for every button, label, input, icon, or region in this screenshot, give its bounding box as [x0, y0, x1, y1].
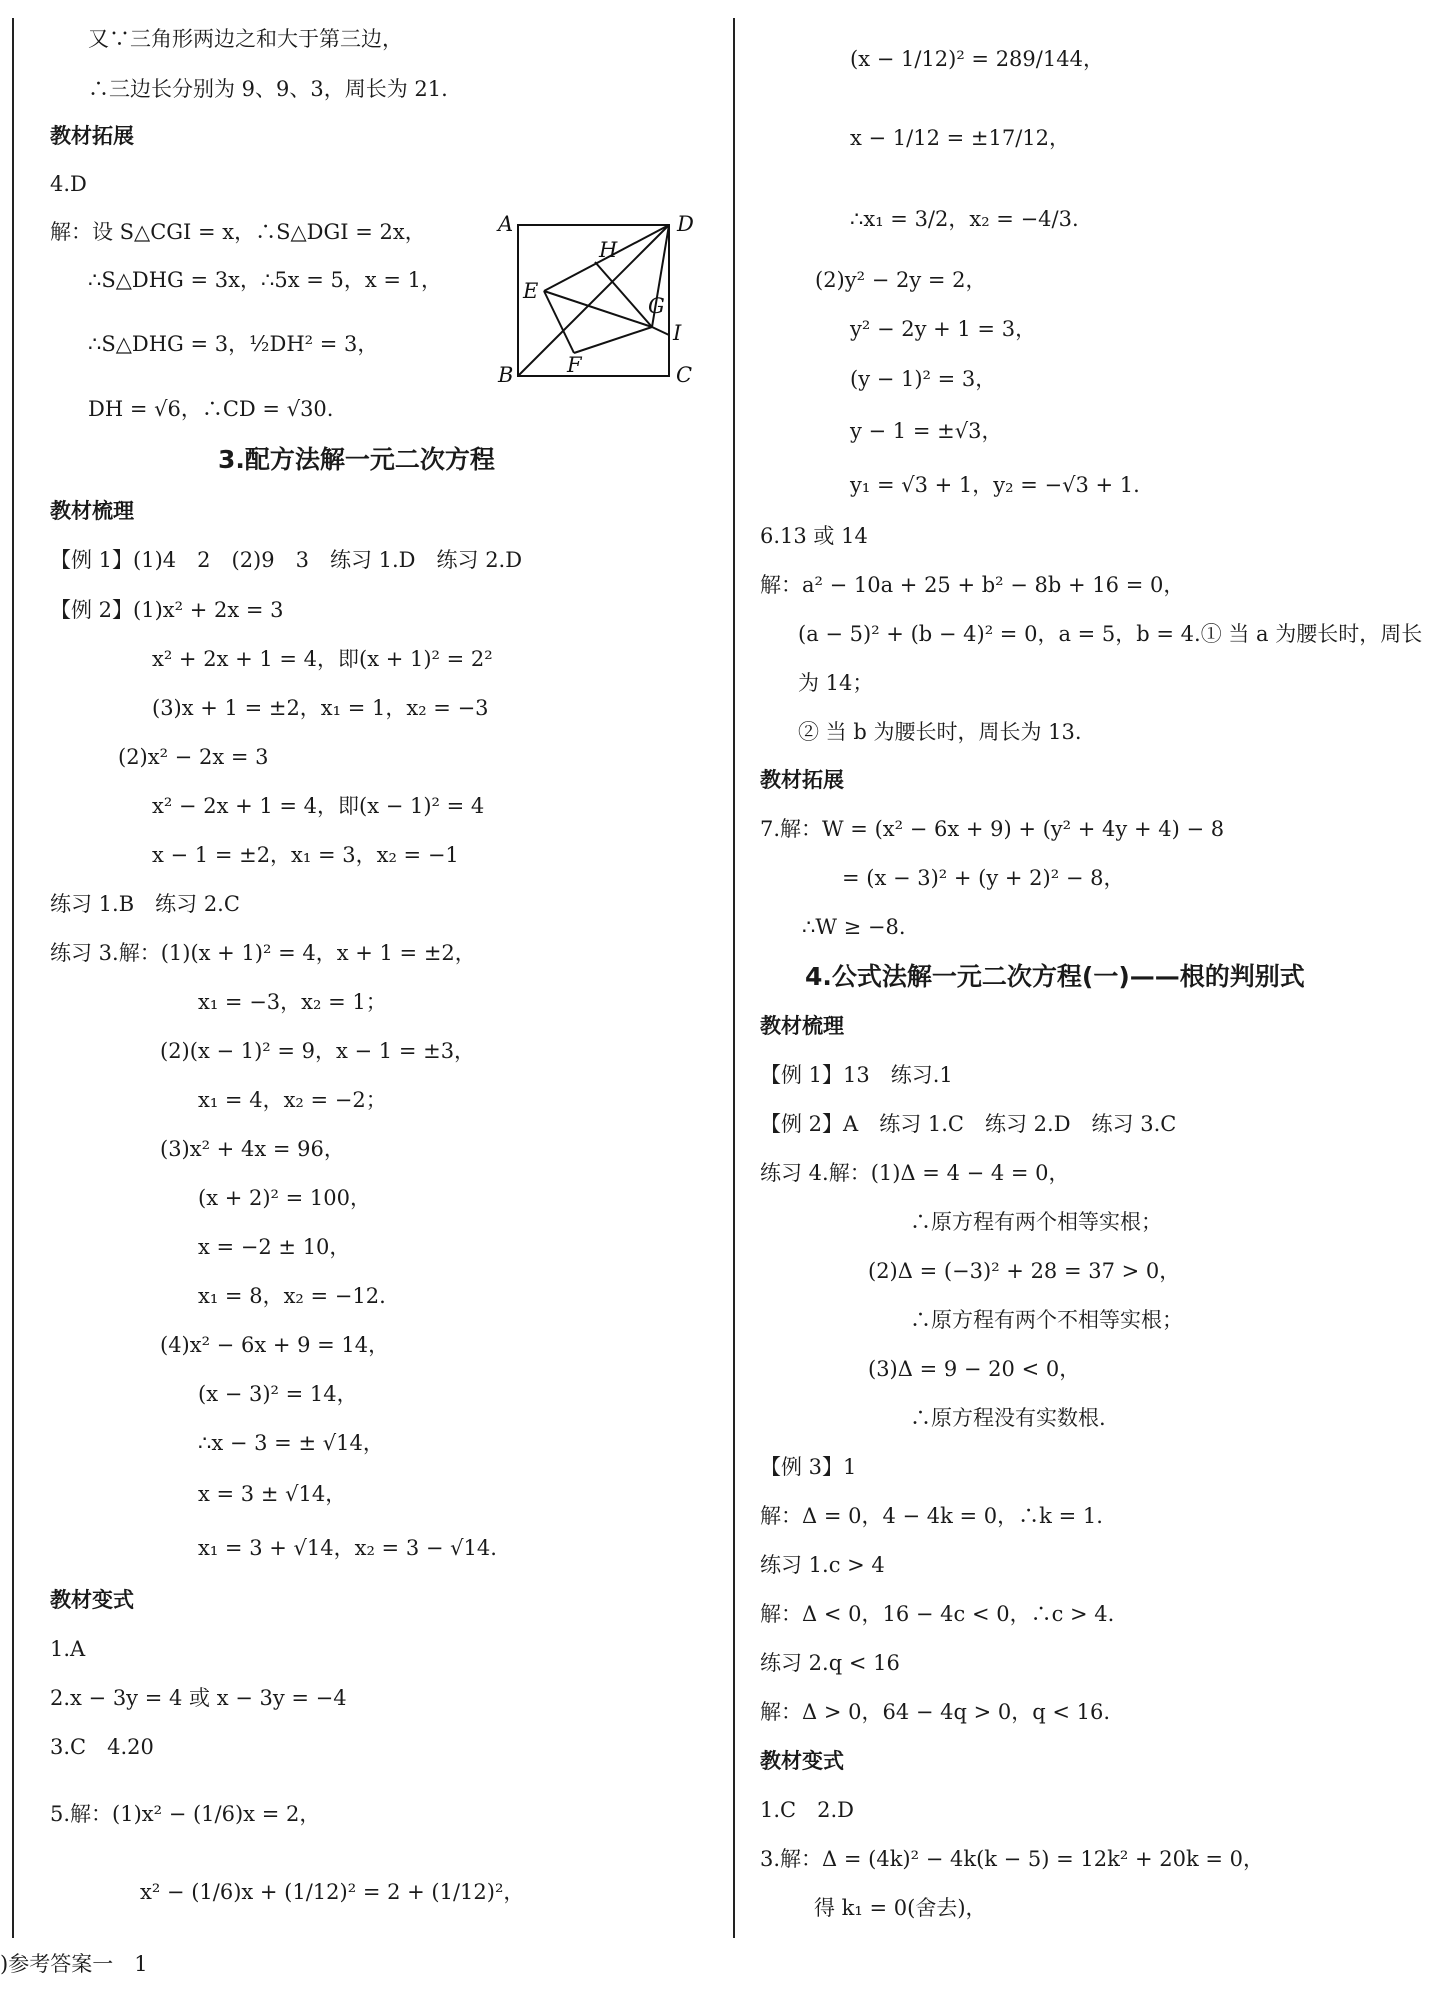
- step-line: y₁ = √3 + 1，y₂ = −√3 + 1.: [850, 473, 1140, 497]
- exercise-line: 练习 3.解：(1)(x + 1)² = 4，x + 1 = ±2，: [50, 941, 476, 965]
- point-label-h: H: [599, 238, 618, 262]
- solution-line: ∴S△DHG = 3x，∴5x = 5，x = 1，: [88, 268, 442, 292]
- step-line: (x − 3)² = 14，: [198, 1382, 358, 1406]
- solution-line: 解：Δ > 0，64 − 4q > 0，q < 16.: [760, 1700, 1111, 1724]
- step-line: (2)(x − 1)² = 9，x − 1 = ±3，: [160, 1039, 476, 1063]
- step-line: x₁ = −3，x₂ = 1；: [198, 990, 387, 1014]
- column-divider: [733, 18, 735, 1938]
- step-line: x = 3 ± √14，: [198, 1482, 347, 1506]
- step-line: x₁ = 4，x₂ = −2；: [198, 1088, 387, 1112]
- step-line: y − 1 = ±√3，: [850, 419, 1003, 443]
- step-line: x² − 2x + 1 = 4，即(x − 1)² = 4: [152, 794, 485, 818]
- point-label-g: G: [648, 294, 665, 318]
- step-line: x² + 2x + 1 = 4，即(x + 1)² = 2²: [152, 647, 493, 671]
- step-line: x = −2 ± 10，: [198, 1235, 351, 1259]
- solution-line: ∴S△DHG = 3，½DH² = 3，: [88, 332, 379, 356]
- exercise-line: 练习 2.q < 16: [760, 1651, 900, 1675]
- answer-line: 4.D: [50, 172, 87, 196]
- step-line: (x + 2)² = 100，: [198, 1186, 371, 1210]
- step-line: ∴原方程有两个相等实根；: [910, 1210, 1162, 1234]
- exercise-line: 练习 1.B 练习 2.C: [50, 892, 240, 916]
- step-line: x − 1 = ±2，x₁ = 3，x₂ = −1: [152, 843, 459, 867]
- solution-line: x² − (1/6)x + (1/12)² = 2 + (1/12)²，: [140, 1880, 525, 1904]
- answer-line: 2.x − 3y = 4 或 x − 3y = −4: [50, 1686, 347, 1710]
- section-heading: 教材拓展: [50, 124, 134, 148]
- step-line: (3)x + 1 = ±2，x₁ = 1，x₂ = −3: [152, 696, 489, 720]
- section-heading: 教材梳理: [760, 1014, 844, 1038]
- solution-line: (a − 5)² + (b − 4)² = 0，a = 5，b = 4.① 当 a 为腰长时，周长: [798, 622, 1423, 646]
- step-line: ∴x₁ = 3/2，x₂ = −4/3.: [850, 207, 1079, 231]
- solution-line: 得 k₁ = 0(舍去)，: [814, 1896, 987, 1920]
- point-label-i: I: [673, 321, 682, 345]
- point-label-e: E: [523, 279, 539, 303]
- example-line: 【例 2】(1)x² + 2x = 3: [50, 598, 284, 622]
- example-line: 【例 3】1: [760, 1455, 857, 1479]
- example-line: 【例 1】13 练习.1: [760, 1063, 953, 1087]
- step-line: x₁ = 3 + √14，x₂ = 3 − √14.: [198, 1536, 497, 1560]
- step-line: ∴原方程没有实数根.: [910, 1406, 1106, 1430]
- step-line: x₁ = 8，x₂ = −12.: [198, 1284, 386, 1308]
- section-heading: 教材拓展: [760, 768, 844, 792]
- square-figure: [495, 210, 725, 390]
- solution-line: = (x − 3)² + (y + 2)² − 8，: [842, 866, 1125, 890]
- text-line: 又∵三角形两边之和大于第三边，: [88, 27, 403, 51]
- step-line: ∴x − 3 = ± √14，: [198, 1431, 384, 1455]
- vertex-label-a: A: [498, 212, 514, 236]
- vertex-label-b: B: [498, 363, 514, 387]
- solution-line: 7.解：W = (x² − 6x + 9) + (y² + 4y + 4) − 8: [760, 817, 1225, 841]
- step-line: (2)Δ = (−3)² + 28 = 37 > 0，: [868, 1259, 1181, 1283]
- step-line: (4)x² − 6x + 9 = 14，: [160, 1333, 390, 1357]
- page-footer: )参考答案一 1: [0, 1952, 148, 1976]
- text-line: ∴三边长分别为 9、9、3，周长为 21.: [88, 77, 448, 101]
- exercise-line: 练习 1.c > 4: [760, 1553, 885, 1577]
- solution-line: 解：设 S△CGI = x，∴S△DGI = 2x，: [50, 220, 426, 244]
- point-label-f: F: [567, 353, 582, 377]
- solution-line: 3.解：Δ = (4k)² − 4k(k − 5) = 12k² + 20k = 0，: [760, 1847, 1264, 1871]
- exercise-line: 练习 4.解：(1)Δ = 4 − 4 = 0，: [760, 1161, 1070, 1185]
- section-heading: 教材梳理: [50, 499, 134, 523]
- section-heading: 教材变式: [760, 1749, 844, 1773]
- step-line: (3)x² + 4x = 96，: [160, 1137, 345, 1161]
- step-line: (2)x² − 2x = 3: [118, 745, 269, 769]
- step-line: x − 1/12 = ±17/12，: [850, 126, 1071, 150]
- solution-line: 解：Δ < 0，16 − 4c < 0，∴c > 4.: [760, 1602, 1115, 1626]
- example-line: 【例 1】(1)4 2 (2)9 3 练习 1.D 练习 2.D: [50, 548, 523, 572]
- solution-line: 5.解：(1)x² − (1/6)x = 2，: [50, 1802, 321, 1826]
- section-title: 3.配方法解一元二次方程: [218, 445, 495, 474]
- answer-line: 1.A: [50, 1637, 86, 1661]
- left-edge-rule: [12, 18, 14, 1938]
- section-heading: 教材变式: [50, 1588, 134, 1612]
- answer-line: 6.13 或 14: [760, 524, 868, 548]
- solution-line: ∴W ≥ −8.: [802, 915, 906, 939]
- solution-line: 解：a² − 10a + 25 + b² − 8b + 16 = 0，: [760, 573, 1185, 597]
- step-line: ∴原方程有两个不相等实根；: [910, 1308, 1183, 1332]
- step-line: (3)Δ = 9 − 20 < 0，: [868, 1357, 1081, 1381]
- step-line: (y − 1)² = 3，: [850, 367, 997, 391]
- section-title: 4.公式法解一元二次方程(一)——根的判别式: [805, 962, 1305, 991]
- vertex-label-c: C: [676, 363, 693, 387]
- vertex-label-d: D: [677, 212, 694, 236]
- solution-line: DH = √6，∴CD = √30.: [88, 397, 334, 421]
- solution-line: 为 14；: [798, 671, 874, 695]
- answer-line: 1.C 2.D: [760, 1798, 854, 1822]
- step-line: y² − 2y + 1 = 3，: [850, 317, 1037, 341]
- step-line: (2)y² − 2y = 2，: [815, 268, 987, 292]
- example-line: 【例 2】A 练习 1.C 练习 2.D 练习 3.C: [760, 1112, 1177, 1136]
- answer-line: 3.C 4.20: [50, 1735, 154, 1759]
- solution-line: ② 当 b 为腰长时，周长为 13.: [798, 720, 1082, 744]
- step-line: (x − 1/12)² = 289/144，: [850, 47, 1104, 71]
- solution-line: 解：Δ = 0，4 − 4k = 0，∴k = 1.: [760, 1504, 1103, 1528]
